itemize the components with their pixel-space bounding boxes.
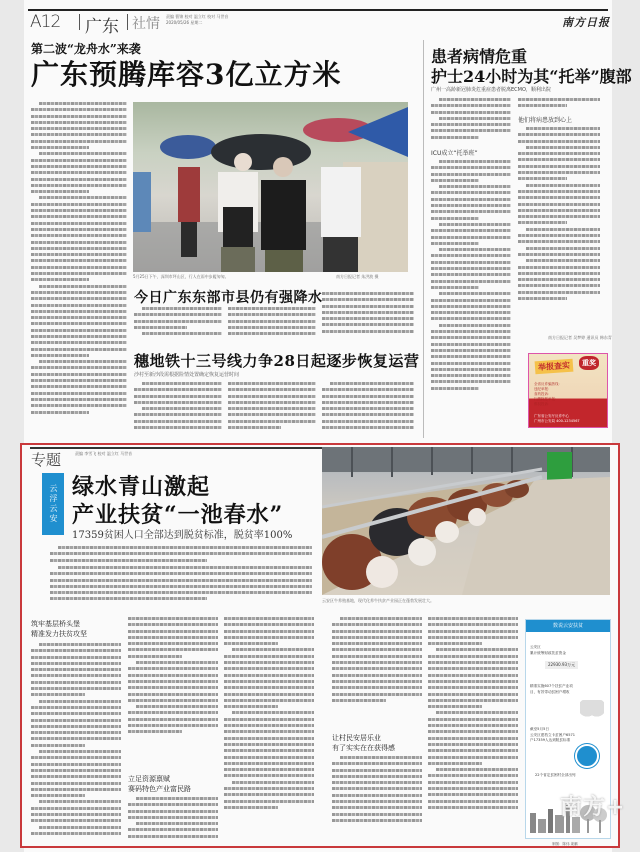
- ad-line: 扫黑除恶举报：: [534, 397, 559, 401]
- watermark-logo: 南方+: [560, 795, 626, 820]
- header-separator: [127, 14, 128, 30]
- stat-label: 云安区: [530, 645, 541, 649]
- credits-text: 责编 曹锦 校对 温立红 校对 马世音: [166, 14, 229, 19]
- patient-body-text-1a: [431, 98, 511, 144]
- stat-item-funds: [530, 645, 608, 656]
- special-headline-line2: 产业扶贫“一池春水”: [72, 502, 284, 528]
- rain-headline: 今日广东东部市县仍有强降水: [134, 290, 323, 306]
- subsection-name: 社情: [132, 16, 160, 32]
- header-separator: [79, 14, 80, 30]
- stat-item-villages: 22个省定贫困村全部出列: [535, 773, 576, 777]
- pedestrians-umbrellas-image: [133, 102, 408, 272]
- special-body-col2: [128, 617, 218, 747]
- lead-body-text: [31, 102, 127, 432]
- ad-footer: [534, 414, 604, 424]
- subhead-line: 精准发力扶贫攻坚: [31, 630, 87, 638]
- cattle-photo-caption: 云安区牛养殖基地，现代化养牛扶贫产业园正在蓬勃发展壮大。: [322, 598, 434, 603]
- globe-badge-icon: [575, 744, 599, 768]
- patient-body-text-2a: [518, 98, 600, 112]
- special-section-credits: 责编 李雪飞 校对 温立红 马世音: [75, 451, 133, 456]
- patient-byline: 南方日报记者 吴梦婷 通讯员 韩东青: [548, 335, 612, 340]
- stat-item-projects: 精准实施607个扶贫产业项目，有效带动贫困户增收: [530, 684, 573, 694]
- stat-item-population: [530, 727, 578, 744]
- stat-text: 累计统筹财政扶贫资金: [530, 650, 566, 655]
- column-divider: [423, 40, 424, 438]
- patient-body-text-1b: [431, 160, 511, 428]
- special-deck: 17359贫困人口全部达到脱贫标准，脱贫率100%: [72, 530, 293, 541]
- stat-label: 截至5月5日: [530, 727, 549, 731]
- patient-body-text-2b: [518, 127, 600, 332]
- rain-body-text-2: [228, 307, 316, 339]
- special-intro-text-2: [50, 566, 312, 608]
- column-tag: 云浮云安: [42, 473, 64, 535]
- metro-deck: 沙村至新沙段需根据险情处置确定恢复运营时间: [134, 372, 240, 378]
- rain-body-text-1: [134, 307, 222, 339]
- heart-icon: [580, 700, 604, 722]
- section-name: 广东: [85, 17, 119, 37]
- lead-headline: 广东预腾库容3亿立方米: [31, 58, 342, 91]
- special-body-col5: [428, 617, 518, 843]
- special-intro-text: [50, 546, 312, 564]
- metro-body-text-1: [134, 382, 222, 434]
- special-body-col2b: [128, 797, 218, 843]
- ad-footer-line: 广东省公安厅反诈中心: [534, 414, 569, 418]
- ad-line: 食药投诉：: [534, 392, 552, 396]
- special-body-col4: [332, 617, 422, 729]
- graphic-designer-credit: 制图：陈伟 姜鹏: [552, 842, 578, 846]
- special-body-col1: [31, 643, 121, 843]
- header-rule: [28, 9, 608, 11]
- subhead-line: 让村民安居乐业: [332, 734, 381, 742]
- rain-photo-credit: 南方日报记者 朱洪波 摄: [336, 274, 379, 279]
- masthead-logo: 南方日报: [562, 16, 610, 29]
- subhead-resources: [128, 774, 191, 794]
- special-headline-line1: 绿水青山激起: [72, 474, 211, 500]
- issue-date: 2020/05/26 星期二: [166, 20, 203, 25]
- ad-title: 举报查实: [535, 359, 574, 375]
- report-reward-ad: [528, 353, 608, 428]
- metro-body-text-2: [228, 382, 316, 434]
- metro-body-text-3: [322, 382, 414, 434]
- ad-line: 全省反诈骗热线：: [534, 382, 562, 386]
- ad-badge: 重奖: [579, 356, 599, 370]
- stat-text: 云安区建档立卡贫困户6571户17359人达到脱贫标准: [530, 732, 576, 742]
- subhead-line: 赛码特色产业富民路: [128, 785, 191, 793]
- rain-photo-caption: 5月25日下午，深圳市坪山区，行人在雨中步履匆匆。: [133, 274, 229, 279]
- ad-line: 违纪举报：: [534, 387, 552, 391]
- subhead-wellbeing: [332, 733, 395, 753]
- cattle-farm-photo: [322, 447, 610, 595]
- ad-footer-line: 广州市公安局 400-1234567: [534, 419, 580, 423]
- patient-subhead-heart: 他们将病患放到心上: [518, 117, 573, 124]
- patient-deck: 广州一高龄新冠肺炎危重症患者脱离ECMO，顺利出院: [431, 87, 551, 93]
- subhead-line: 有了实实在在获得感: [332, 744, 395, 752]
- rain-body-text-3: [322, 292, 414, 340]
- metro-headline: 穗地铁十三号线力争28日起逐步恢复运营: [134, 352, 420, 370]
- subhead-grassroots: [31, 619, 87, 639]
- patient-title-line2: 护士24小时为其“托举”腹部: [431, 67, 632, 86]
- ad-hotlines: [534, 382, 604, 407]
- stat-value-funds: 22930.93万元: [545, 661, 578, 669]
- patient-subhead-icu: ICU成立“托举班”: [431, 150, 478, 157]
- editor-credits: [166, 14, 256, 26]
- cattle-image: [322, 447, 610, 595]
- special-section-rule: [30, 447, 330, 449]
- info-card-title: 数说云安扶贫: [526, 620, 610, 632]
- lead-kicker: 第二波“龙舟水”来袭: [31, 42, 141, 56]
- subhead-line: 立足资源禀赋: [128, 775, 170, 783]
- special-body-col4b: [332, 756, 422, 842]
- patient-title-line1: 患者病情危重: [431, 47, 528, 66]
- page-number: A12: [30, 12, 61, 32]
- subhead-line: 筑牢基层桥头堡: [31, 620, 80, 628]
- rain-photo: [133, 102, 408, 272]
- ad-line: 维权投诉：: [534, 402, 552, 406]
- special-body-col3: [224, 617, 314, 843]
- special-section-label: 专题: [31, 451, 62, 469]
